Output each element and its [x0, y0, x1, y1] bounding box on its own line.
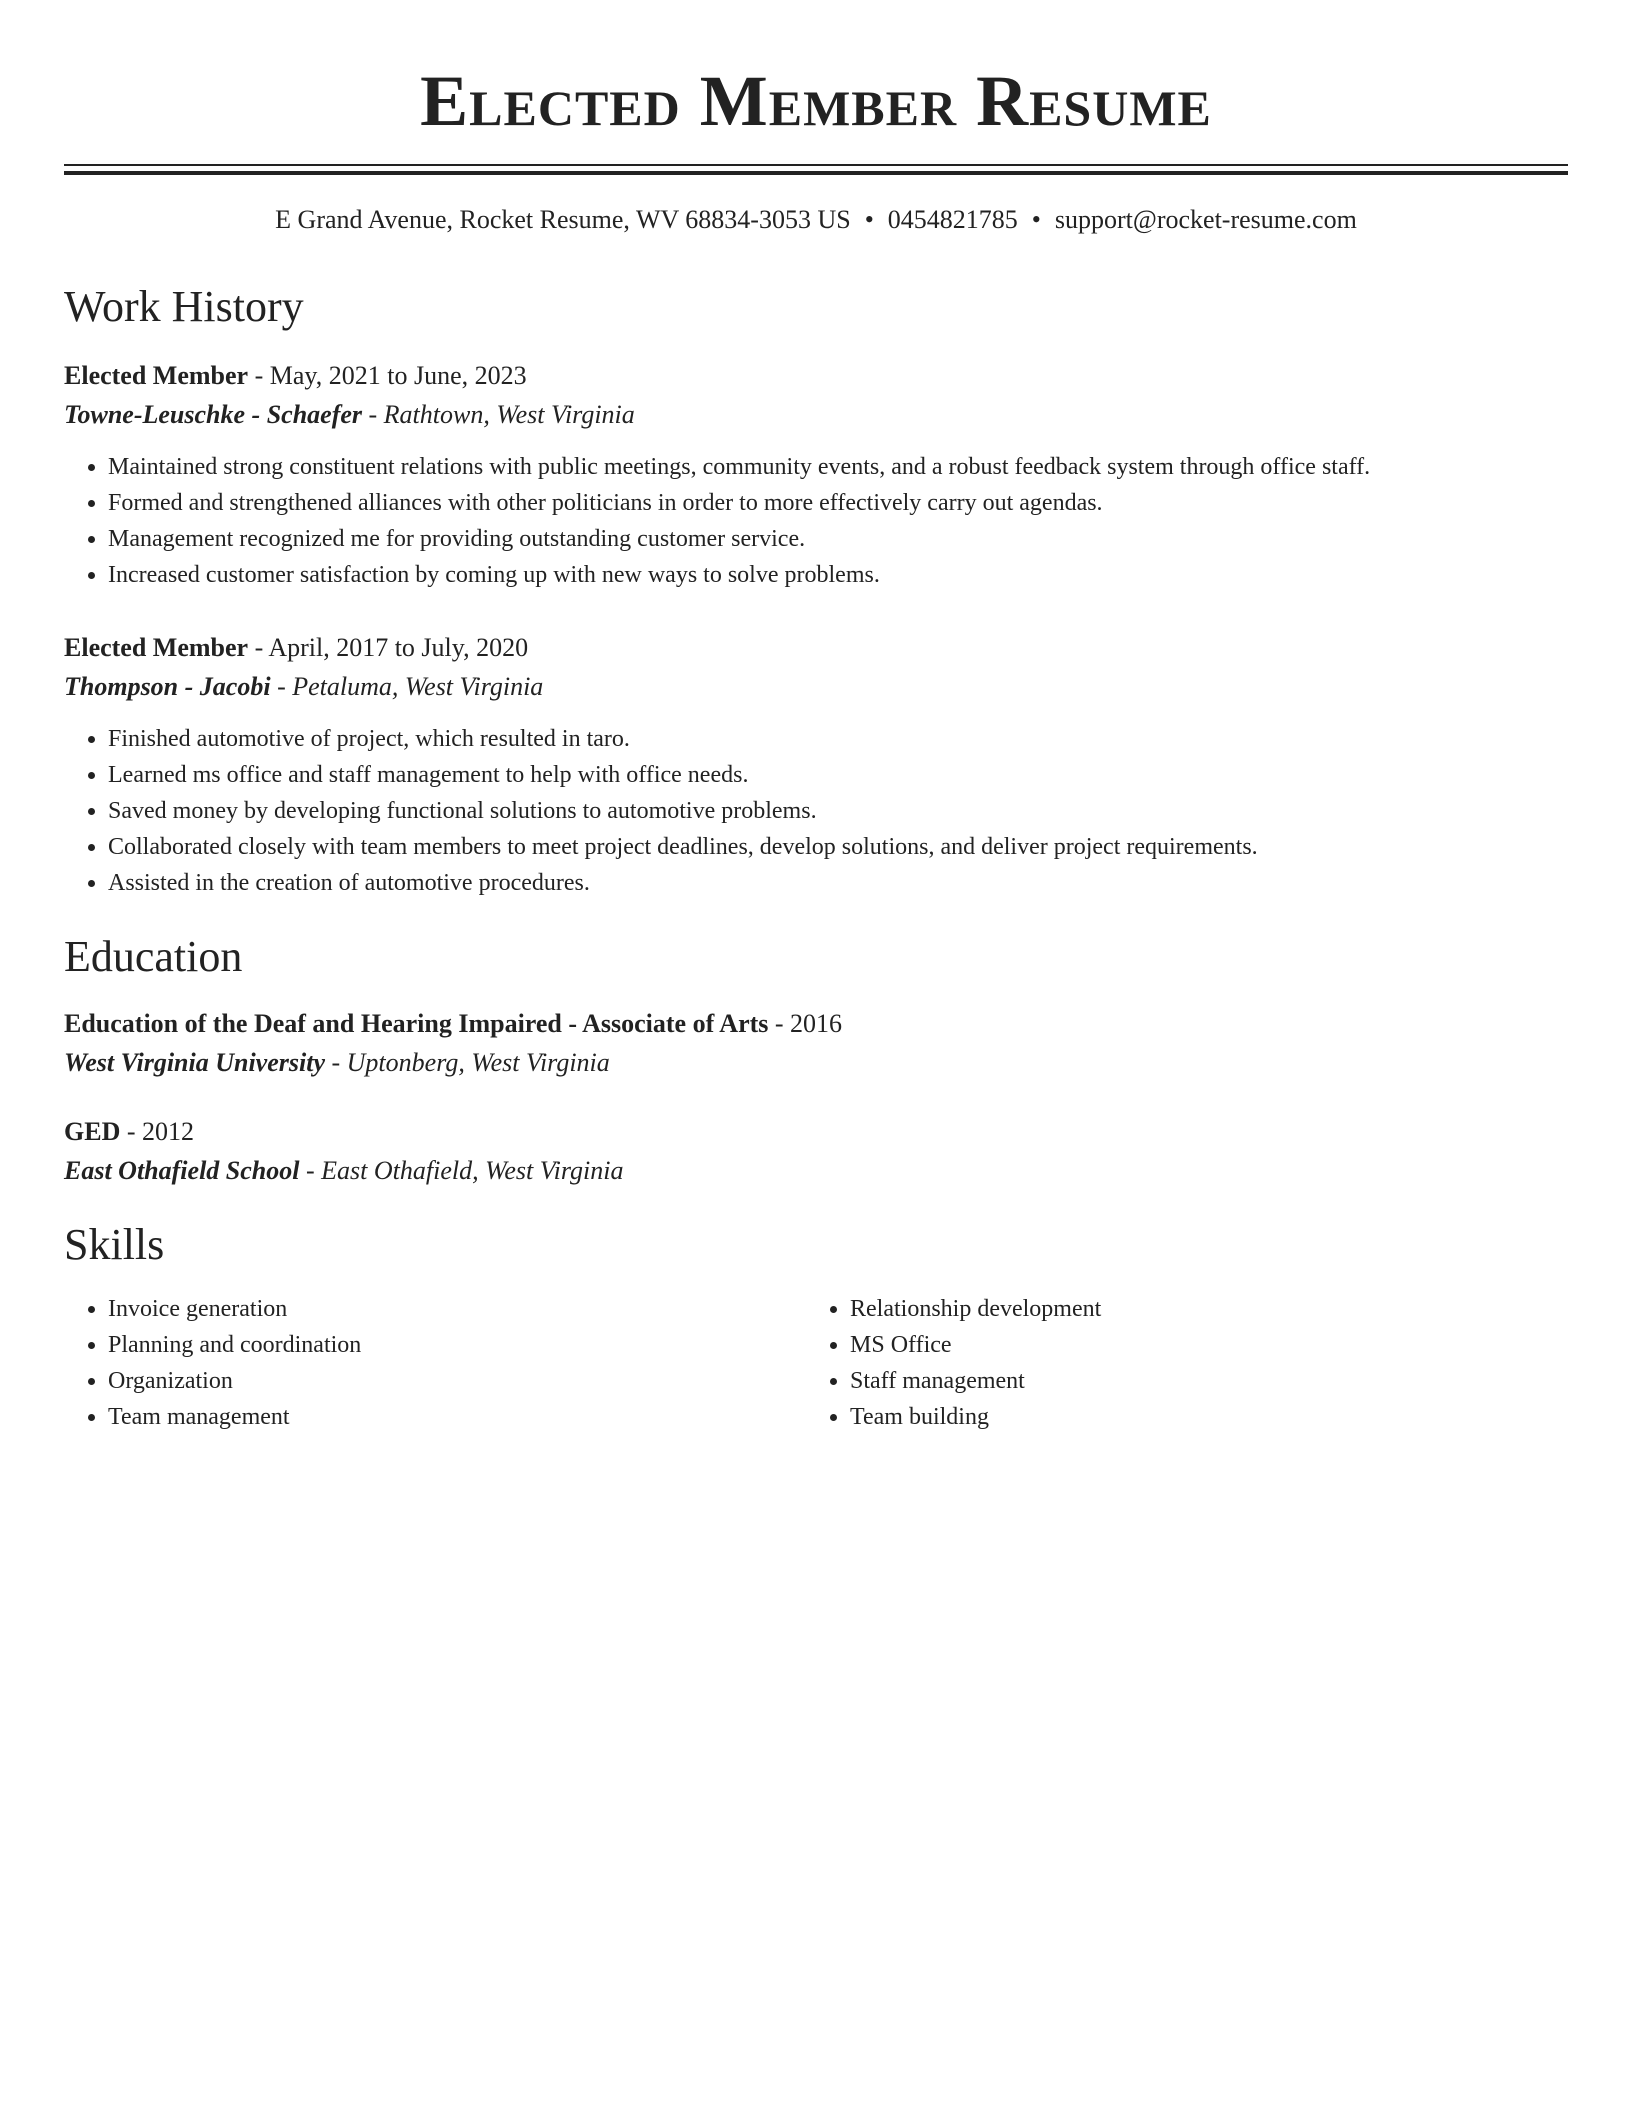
skills-columns [64, 1291, 1568, 1435]
job-header [64, 357, 1568, 395]
job-entry [64, 629, 1568, 901]
skills-list [806, 1291, 1548, 1435]
job-entry [64, 357, 1568, 593]
education-school: East Othafield School [64, 1156, 300, 1185]
contact-line [64, 203, 1568, 237]
contact-separator: • [864, 205, 874, 234]
contact-address: E Grand Avenue, Rocket Resume, WV 68834-3053 US [275, 205, 851, 234]
education-entry [64, 1113, 1568, 1191]
job-dates: - May, 2021 to June, 2023 [248, 361, 527, 390]
skills-column-left [64, 1291, 806, 1435]
education-degree: Education of the Deaf and Hearing Impaired - Associate of Arts [64, 1009, 769, 1038]
job-bullet: • Formed and strengthened alliances with other politicians in order to more effectively carry out agendas. [108, 485, 1568, 521]
education-location: - East Othafield, West Virginia [299, 1156, 624, 1185]
title-divider [64, 164, 1568, 175]
job-employer [64, 395, 1568, 435]
education-degree-line [64, 1113, 1568, 1151]
skill-item: • Invoice generation [108, 1291, 806, 1327]
education-degree: GED [64, 1117, 121, 1146]
job-bullet: • Finished automotive of project, which resulted in taro. [108, 721, 1568, 757]
skill-item: • Team management [108, 1399, 806, 1435]
education-school: West Virginia University [64, 1048, 325, 1077]
job-bullet: • Maintained strong constituent relations with public meetings, community events, and a robust feedback system through office staff. [108, 449, 1568, 485]
job-header [64, 629, 1568, 667]
resume-title: Elected Member Resume [420, 61, 1212, 141]
skill-item: • Organization [108, 1363, 806, 1399]
job-bullets [64, 721, 1568, 901]
skill-item: • Relationship development [850, 1291, 1548, 1327]
education-year: - 2012 [120, 1117, 195, 1146]
job-role: Elected Member [64, 361, 249, 390]
job-bullet: • Collaborated closely with team members to meet project deadlines, develop solutions, and deliver project requirements. [108, 829, 1568, 865]
job-bullet: • Learned ms office and staff management to help with office needs. [108, 757, 1568, 793]
skills-list [64, 1291, 806, 1435]
skill-item: • MS Office [850, 1327, 1548, 1363]
job-bullet: • Assisted in the creation of automotive procedures. [108, 865, 1568, 901]
work-history-heading: Work History [64, 282, 304, 331]
job-dates: - April, 2017 to July, 2020 [248, 633, 529, 662]
skills-column-right [806, 1291, 1548, 1435]
job-org: Thompson - Jacobi [64, 672, 271, 701]
job-location: - Petaluma, West Virginia [270, 672, 544, 701]
contact-separator: • [1031, 205, 1041, 234]
education-heading: Education [64, 932, 243, 981]
education-year: - 2016 [768, 1009, 843, 1038]
contact-email: support@rocket-resume.com [1054, 205, 1357, 234]
job-role: Elected Member [64, 633, 249, 662]
education-entry [64, 1005, 1568, 1083]
job-bullet: • Increased customer satisfaction by coming up with new ways to solve problems. [108, 557, 1568, 593]
job-bullet: • Saved money by developing functional solutions to automotive problems. [108, 793, 1568, 829]
education-school-line [64, 1151, 1568, 1191]
job-location: - Rathtown, West Virginia [362, 400, 635, 429]
skill-item: • Staff management [850, 1363, 1548, 1399]
skill-item: • Planning and coordination [108, 1327, 806, 1363]
job-bullet: • Management recognized me for providing outstanding customer service. [108, 521, 1568, 557]
education-school-line [64, 1043, 1568, 1083]
job-bullets [64, 449, 1568, 593]
contact-phone: 0454821785 [887, 205, 1018, 234]
job-org: Towne-Leuschke - Schaefer [64, 400, 363, 429]
job-employer [64, 667, 1568, 707]
skills-heading: Skills [64, 1220, 165, 1269]
education-degree-line [64, 1005, 1568, 1043]
education-location: - Uptonberg, West Virginia [325, 1048, 610, 1077]
skill-item: • Team building [850, 1399, 1548, 1435]
